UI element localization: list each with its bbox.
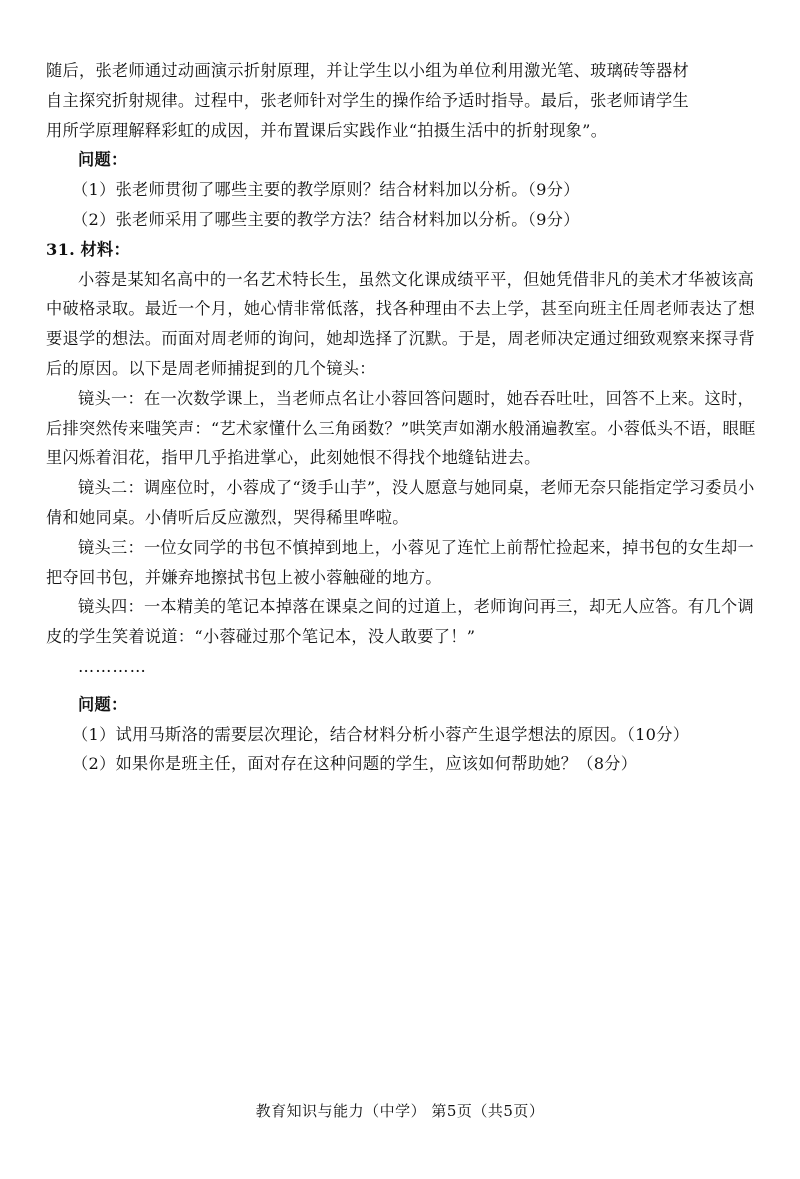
q30-question-1: （1）张老师贯彻了哪些主要的教学原则？结合材料加以分析。（9分） (72, 180, 580, 200)
text-line: 镜头一：在一次数学课上，当老师点名让小蓉回答问题时，她吞吞吐吐，回答不上来。 (78, 388, 705, 408)
q31-shot2 (46, 473, 756, 533)
q30-question-2: （2）张老师采用了哪些主要的教学方法？结合材料加以分析。（9分） (72, 209, 580, 229)
q31-para1 (46, 265, 756, 384)
text-line: 镜头二：调座位时，小蓉成了“烫手山芋”，没人愿意与她同桌，老师无奈只能指定学 (78, 478, 689, 498)
intro-line: 用所学原理解释彩虹的成因，并布置课后实践作业“拍摄生活中的折射现象”。 (46, 120, 608, 140)
q31-question-label: 问题： (78, 694, 128, 714)
text-line: 镜头三：一位女同学的书包不慎掉到地上，小蓉见了连忙上前帮忙捡起来，掉书包的女 (78, 537, 705, 557)
intro-line: 随后，张老师通过动画演示折射原理，并让学生以小组为单位利用激光笔、玻璃砖等器材 (46, 61, 690, 80)
q31-number: 31. (46, 239, 76, 259)
intro-line: 自主探究折射规律。过程中，张老师针对学生的操作给予适时指导。最后，张老师请学生 (46, 90, 690, 110)
q31-material-label: 材料： (80, 239, 130, 259)
ellipsis: ………… (78, 656, 147, 676)
q31-heading (46, 235, 756, 265)
page-footer: 教育知识与能力（中学） 第5页（共5页） (255, 1102, 545, 1120)
q31-shot4 (46, 592, 756, 652)
page-content (46, 56, 756, 779)
q30-question-label: 问题： (78, 150, 128, 170)
text-line: 低头不语，眼眶里闪烁着泪花，指甲几乎掐进掌心，此刻她恨不得找个地缝钻进去。 (46, 418, 756, 468)
q31-question-2: （2）如果你是班主任，面对存在这种问题的学生，应该如何帮助她？（8分） (72, 754, 638, 774)
q31-shot1 (46, 384, 756, 473)
text-line: 这时，后排突然传来嗤笑声：“艺术家懂什么三角函数？”哄笑声如潮水般涌遍教室。小蓉 (46, 388, 754, 438)
text-line: 几个调皮的学生笑着说道：“小蓉碰过那个笔记本，没人敢要了！” (46, 597, 754, 647)
text-line: 镜头四：一本精美的笔记本掉落在课桌之间的过道上，老师询问再三，却无人应答。有 (78, 597, 705, 617)
q31-question-1: （1）试用马斯洛的需要层次理论，结合材料分析小蓉产生退学想法的原因。（10分） (72, 724, 690, 744)
text-line: 生却一把夺回书包，并嫌弃地擦拭书包上被小蓉触碰的地方。 (46, 537, 754, 587)
text-line: 周老师表达了想要退学的想法。而面对周老师的询问，她却选择了沉默。于是，周老师决 (46, 299, 755, 349)
text-line: 定通过细致观察来探寻背后的原因。以下是周老师捕捉到的几个镜头： (46, 329, 755, 378)
text-line: 小蓉是某知名高中的一名艺术特长生，虽然文化课成绩平平，但她凭借非凡的美术才华 (78, 269, 705, 289)
q31-shot3 (46, 533, 756, 593)
text-line: 习委员小倩和她同桌。小倩听后反应激烈，哭得稀里哗啦。 (46, 478, 755, 527)
text-line: 被该高中破格录取。最近一个月，她心情非常低落，找各种理由不去上学，甚至向班主任 (46, 269, 754, 319)
